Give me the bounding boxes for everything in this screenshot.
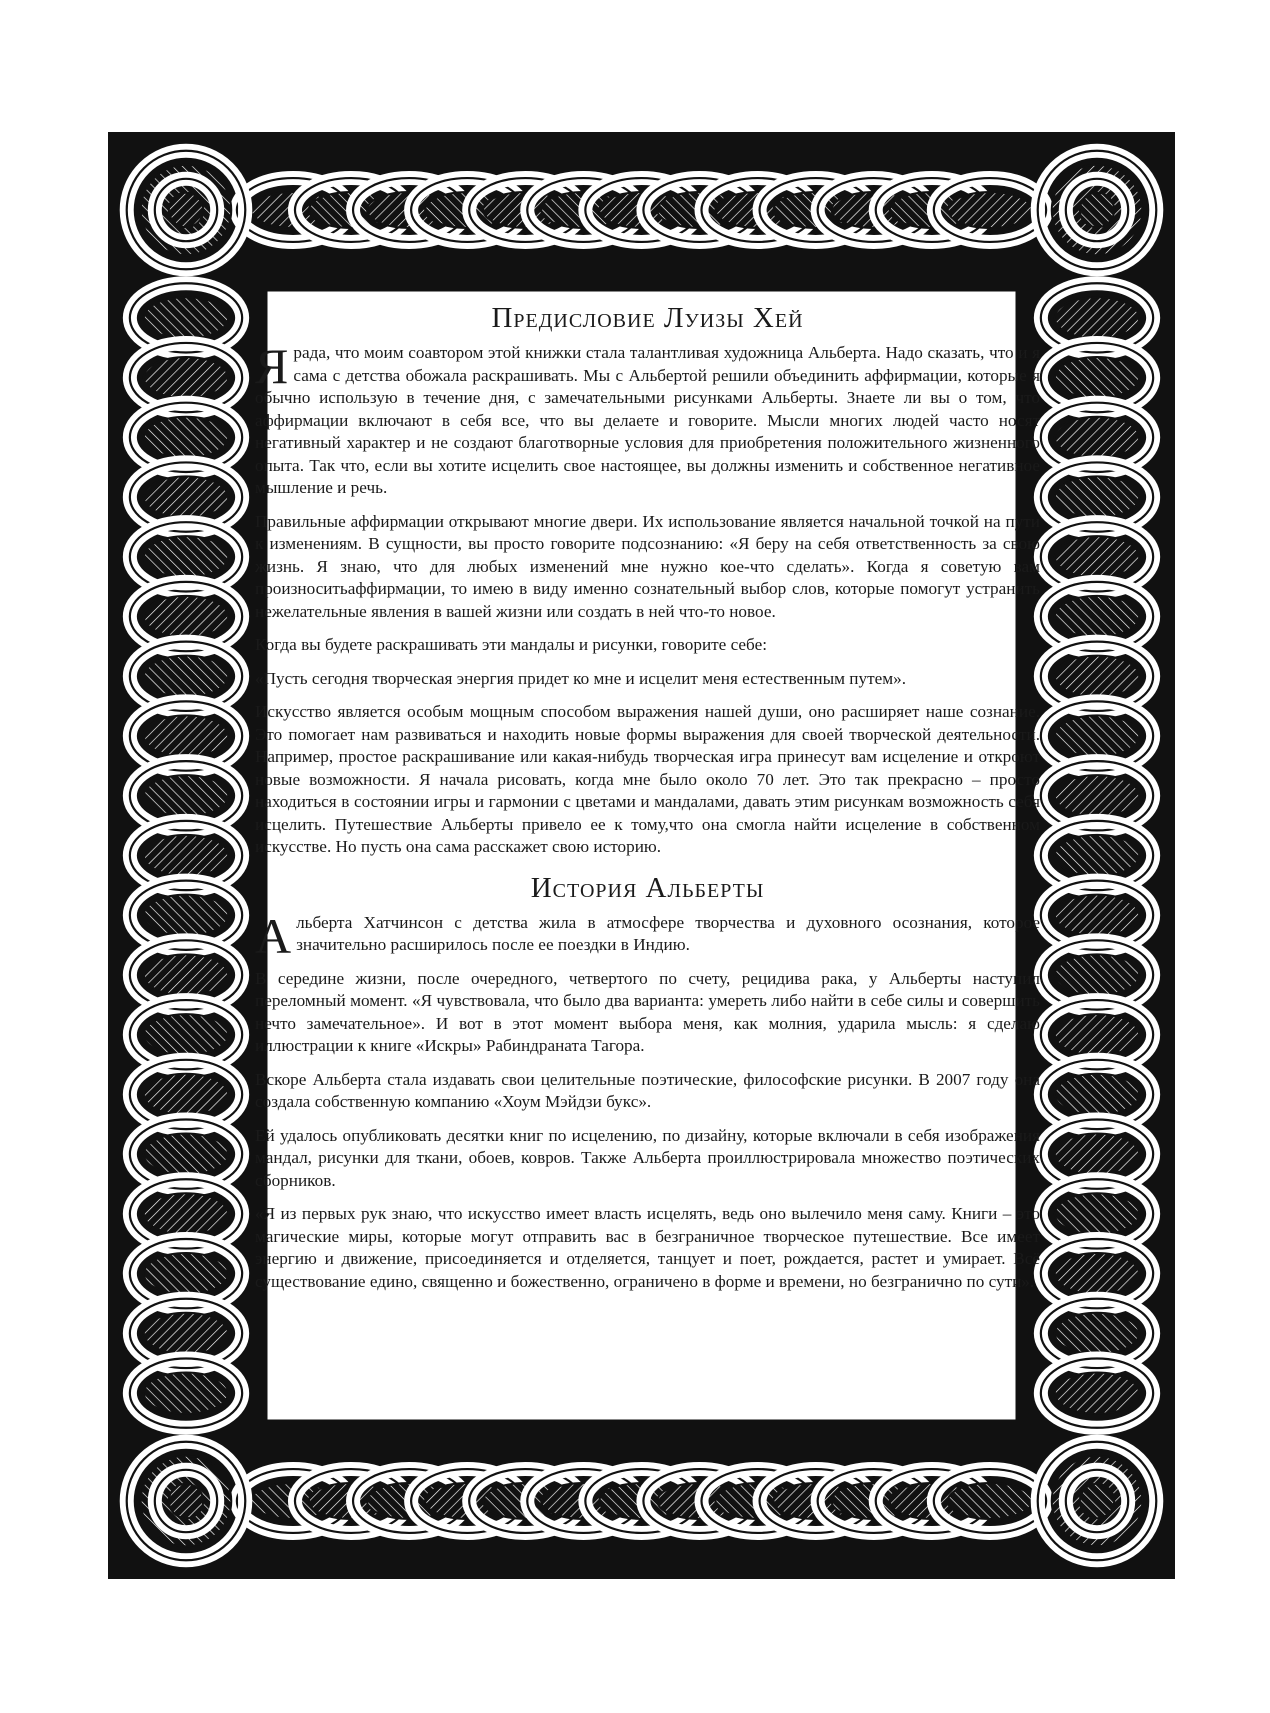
paragraph-text: льберта Хатчинсон с детства жила в атмосфере творчества и духовного осознания, которое значительно расширилось после ее поездки в Индию. <box>296 912 1040 954</box>
text-column <box>255 300 1040 1425</box>
foreword-paragraph-1 <box>255 338 1040 500</box>
story-paragraph-2: В середине жизни, после очередного, четвертого по счету, рецидива рака, у Альберты наступил переломный момент. «Я чувствовала, что было два варианта: умереть либо найти в себе силы и совершить нечто замечательное». И вот в этот момент выбора меня, как молния, ударила мысль: я сделаю иллюстрации к книге «Искры» Рабиндраната Тагора. <box>255 968 1040 1055</box>
story-paragraph-3: Вскоре Альберта стала издавать свои целительные поэтические, философские рисунки. В 2007 году она создала собственную компанию «Хоум Мэйдзи букс». <box>255 1069 1040 1111</box>
foreword-paragraph-5: Искусство является особым мощным способом выражения нашей души, оно расширяет наше сознание. Это помогает нам развиваться и находить новые формы выражения для своей творческой деятельности. Например, простое раскрашивание или какая-нибудь творческая игра принесут вам исцеление и откроют новые возможности. Я начала рисовать, когда мне было около 70 лет. Это так прекрасно – просто находиться в состоянии игры и гармонии с цветами и мандалами, давать этим рисункам возможность себя исцелить. Путешествие Альберты привело ее к тому,что она смогла найти исцеление в собственном искусстве. Но пусть она сама расскажет свою историю. <box>255 702 1040 856</box>
foreword-title: Предисловие Луизы Хей <box>491 302 804 334</box>
foreword-paragraph-3: Когда вы будете раскрашивать эти мандалы и рисунки, говорите себе: <box>255 635 767 654</box>
story-title: История Альберты <box>530 871 765 904</box>
story-paragraph-5: «Я из первых рук знаю, что искусство имеет власть исцелять, ведь оно вылечило меня саму. Книги – это магические миры, которые могут отправить вас в безграничное творческое путешествие. Все имеет энергию и движение, присоединяется и отделяется, танцует и поет, рождается, растет и умирает. Всё существование едино, священно и божественно, ограничено в форме и времени, но безгранично по сути». <box>255 1204 1040 1291</box>
paragraph-text: рада, что моим соавтором этой книжки стала талантливая художница Альберта. Надо сказать, что и я сама с детства обожала раскрашивать. Мы с Альбертой решили объединить аффирмации, которые я обычно использую в течение дня, с замечательными рисунками Альберты. Знаете ли вы о том, что аффирмации включают в себя все, что вы делаете и говорите. Мысли многих людей часто носят негативный характер и не создают благотворные условия для приобретения положительного жизненного опыта. Так что, если вы хотите исцелить свое настоящее, вы должны изменить и собственное негативное мышление и речь. <box>255 343 1040 497</box>
foreword-paragraph-2: Правильные аффирмации открывают многие двери. Их использование является начальной точкой на пути к изменениям. В сущности, вы просто говорите подсознанию: «Я беру на себя ответственность за свою жизнь. Я знаю, что для любых изменений мне нужно кое-что сделать». Когда я советую вам произноситьаффирмации, то имею в виду именно сознательный выбор слов, которые помогут устранить нежелательные явления в вашей жизни или создать в ней что-то новое. <box>255 511 1040 621</box>
story-paragraph-1 <box>255 907 1040 964</box>
dropcap: Я <box>255 338 289 394</box>
foreword-paragraph-4: «Пусть сегодня творческая энергия придет ко мне и исцелит меня естественным путем». <box>255 668 907 688</box>
dropcap: А <box>255 907 292 964</box>
story-paragraph-4: Ей удалось опубликовать десятки книг по исцелению, по дизайну, которые включали в себя изображения мандал, рисунки для ткани, обоев, ковров. Также Альберта проиллюстрировала множество поэтических сборников. <box>255 1125 1040 1190</box>
